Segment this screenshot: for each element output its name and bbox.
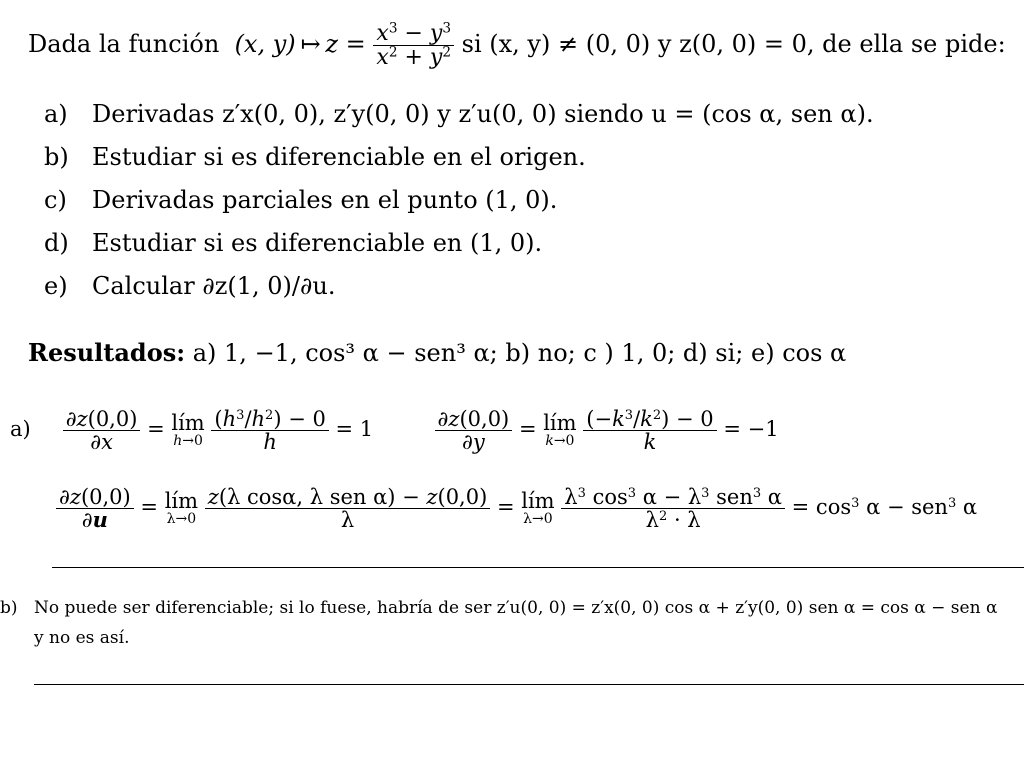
item-e (44, 272, 336, 300)
solution-a-label: a) (10, 417, 31, 442)
item-c-label: c) (44, 186, 67, 214)
item-b-text: Estudiar si es diferenciable en el origen. (92, 143, 586, 171)
solution-b-line1 (0, 598, 997, 618)
item-c (44, 186, 557, 214)
function-fraction: $\frac{x^3 - y^3}{x^2 + y^2}$ (373, 22, 454, 69)
partial-x-fraction: $\frac{\partial z(0,0)}{\partial x}$ (63, 408, 141, 453)
item-c-text: Derivadas parciales en el punto (1, 0). (92, 186, 558, 214)
partial-u-fraction: $\frac{\partial z(0,0)}{\partial u}$ (56, 486, 134, 531)
lambda-fraction: $\frac{\lambda^3 \cos^3 \alpha - \lambda^3 sen^3 \alpha}{\lambda^2 \cdot \lambda}$ (561, 486, 785, 531)
item-a-label: a) (44, 100, 68, 128)
limit-h-fraction: $\frac{(h^3/h^2) - 0}{h}$ (211, 408, 328, 453)
problem-lead: Dada la función (28, 30, 220, 59)
item-d (44, 229, 542, 257)
limit-lambda-2: lím λ→0 (521, 489, 555, 528)
solution-a-row2: $\frac{\partial z(0,0)}{\partial u}$ = lím λ→0 $\frac{\text{z(λ cosα, λ sen α) − z(0,0)}}{\lambda}$ = lím λ→0 $\frac{\lambda^3 \cos^3 \alpha - \lambda^3 sen^3 \alpha}{\lambda^2 \cdot \lambda}$ = $\cos^3 \alpha - sen^3$ α (56, 486, 977, 531)
solution-b-line2 (34, 628, 129, 648)
solution-a-row1: a) $\frac{\partial z(0,0)}{\partial x}$ = lím h→0 $\frac{(h^3/h^2) - 0}{h}$ = 1 $\frac{\partial z(0,0)}{\partial y}$ = lím k→0 $\frac{(-k^3/k^2) - 0}{k}$ = −1 (10, 407, 779, 455)
results-line (28, 338, 846, 367)
result-x: = 1 (335, 417, 374, 442)
limit-h: lím h→0 (171, 411, 205, 450)
limit-k: lím k→0 (543, 411, 577, 450)
item-e-label: e) (44, 272, 68, 300)
item-e-text: Calcular ∂z(1, 0)/∂u. (92, 272, 336, 300)
solution-b-text2: y no es así. (34, 628, 130, 648)
item-b-label: b) (44, 143, 69, 171)
limit-k-fraction: $\frac{(-k^3/k^2) - 0}{k}$ (583, 408, 716, 453)
solution-b-label: b) (0, 598, 18, 618)
partial-y-fraction: $\frac{\partial z(0,0)}{\partial y}$ (435, 408, 513, 453)
result-y: = −1 (723, 417, 779, 442)
results-heading: Resultados: (28, 338, 186, 367)
item-d-text: Estudiar si es diferenciable en (1, 0). (92, 229, 543, 257)
divider-1 (52, 567, 1024, 568)
item-d-label: d) (44, 229, 69, 257)
item-b (44, 143, 586, 171)
limit-lambda-1: lím λ→0 (164, 489, 199, 528)
item-a (44, 100, 874, 128)
problem-intro: Dada la función (x, y) ↦ z = $\frac{x^3 - y^3}{x^2 + y^2}$ si (x, y) ≠ (0, 0) y z(0, 0) = 0, de ella se pide: (28, 20, 1006, 71)
item-a-text: Derivadas z′x(0, 0), z′y(0, 0) y z′u(0, 0) siendo u = (cos α, sen α). (92, 100, 874, 128)
directional-fraction: $\frac{\text{z(λ cosα, λ sen α) − z(0,0)}}{\lambda}$ (205, 486, 491, 531)
divider-2 (34, 684, 1024, 685)
solution-b-text1: No puede ser diferenciable; si lo fuese, habría de ser z′u(0, 0) = z′x(0, 0) cos α + z′y(0, 0) sen α = cos α − sen α (34, 598, 998, 618)
results-text: a) 1, −1, cos³ α − sen³ α; b) no; c ) 1, 0; d) si; e) cos α (192, 339, 847, 367)
problem-condition: si (x, y) ≠ (0, 0) y z(0, 0) = 0, de ella se pide: (461, 30, 1006, 59)
